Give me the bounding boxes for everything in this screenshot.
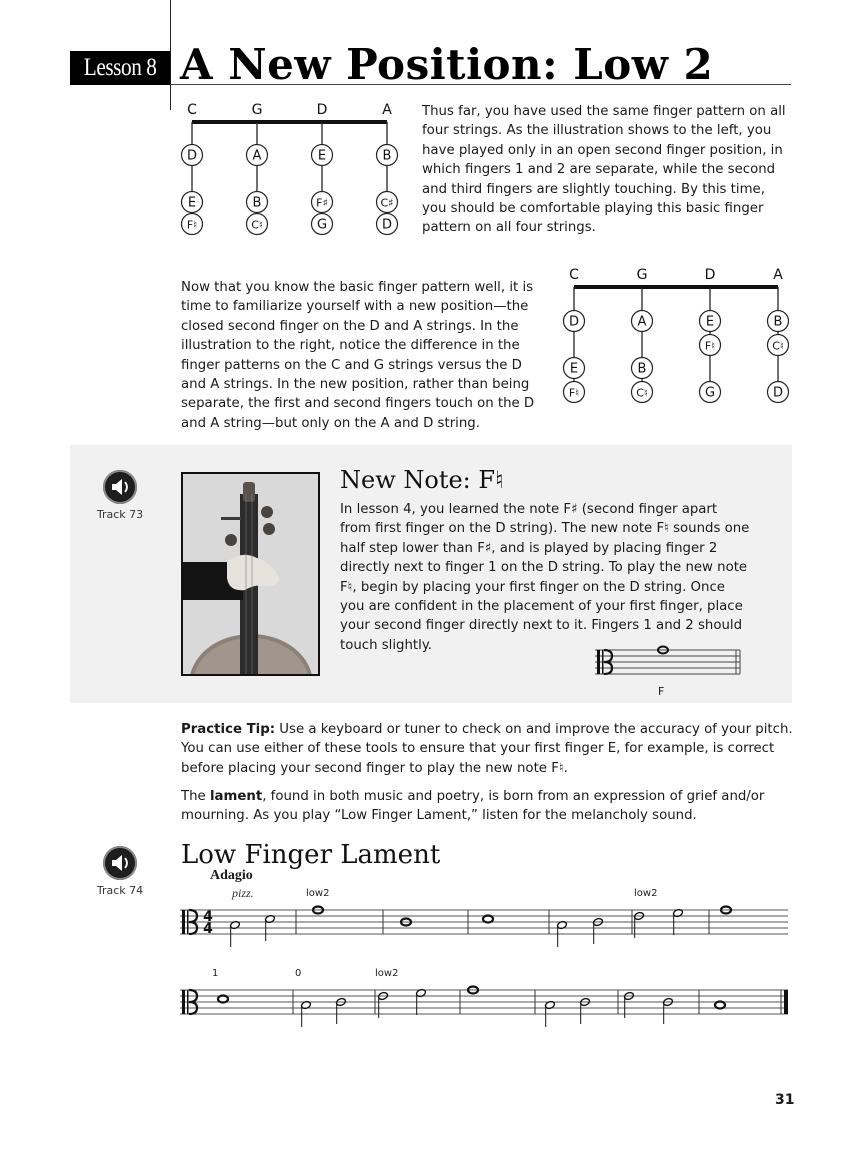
lament-term: lament xyxy=(209,789,263,804)
finger-note-label: C♮ xyxy=(636,386,648,400)
finger-diagram-closed xyxy=(558,265,798,410)
lament-text-after: , found in both music and poetry, is born from an expression of grief and/or mourning. As you play “Low Finger Lament,” listen for the melancholy sound. xyxy=(181,789,765,824)
finger-note-label: C♮ xyxy=(772,339,784,353)
staff-note-label: F xyxy=(658,685,665,698)
tempo-marking: Adagio xyxy=(210,868,253,883)
string-label: C xyxy=(187,102,197,118)
finger-diagram-open xyxy=(178,100,408,240)
finger-note-label: F♮ xyxy=(568,386,580,400)
alto-clef-icon xyxy=(182,910,197,934)
finger-note-label: F♮ xyxy=(186,218,198,232)
finger-note-label: A xyxy=(252,148,262,164)
time-signature-digit: 4 xyxy=(203,909,213,925)
string-label: A xyxy=(773,267,783,283)
lament-text-before: The xyxy=(181,789,210,804)
finger-note-label: C♮ xyxy=(251,218,263,232)
finger-note-label: E xyxy=(187,195,197,211)
finger-note-label: B xyxy=(382,148,392,164)
finger-note-label: D xyxy=(186,148,198,164)
speaker-icon xyxy=(103,470,137,504)
finger-note-label: D xyxy=(381,217,393,233)
fingering-marking: 1 xyxy=(212,968,219,979)
piece-title: Low Finger Lament xyxy=(181,840,441,870)
track-74-button[interactable] xyxy=(85,846,155,897)
practice-tip-text: Use a keyboard or tuner to check on and improve the accuracy of your pitch. You can use either of these tools to ensure that your first finger E, for example, is correct before placing your second finger to play the new note F♮. xyxy=(181,722,793,776)
track-73-button[interactable] xyxy=(85,470,155,521)
finger-note-label: D xyxy=(568,314,580,330)
new-note-text: In lesson 4, you learned the note F♯ (second finger apart from first finger on the D string). The new note F♮ sounds one half step lower than F♯, and is played by placing finger 2 directly next to finger 1 on the D string. To play the new note F♮, begin by placing your first finger on the D string. Once you are confident in the placement of your first finger, place your second finger directly next to it. Fingers 1 and 2 should touch slightly. xyxy=(340,502,750,653)
fingering-marking: low2 xyxy=(306,888,330,899)
staff-row-1 xyxy=(178,900,798,950)
whole-note xyxy=(218,996,228,1003)
finger-note-label: D xyxy=(772,385,784,401)
closed-position-paragraph: Now that you know the basic finger pattern well, it is time to familiarize yourself with a new position—the closed second finger on the D and A strings. In the illustration to the right, notice the difference in the finger patterns on the C and G strings versus the D and A strings. In the new position, rather than being separate, the first and second fingers touch on the D and A string—but only on the A and D string. xyxy=(181,280,535,431)
finger-note-label: B xyxy=(773,314,783,330)
fingering-marking: low2 xyxy=(634,888,658,899)
finger-note-label: B xyxy=(637,361,647,377)
finger-note-label: E xyxy=(705,314,715,330)
finger-note-label: C♯ xyxy=(380,196,394,210)
fingering-marking: 0 xyxy=(295,968,302,979)
string-label: D xyxy=(316,102,328,118)
string-label: C xyxy=(569,267,579,283)
string-label: G xyxy=(636,267,648,283)
track-label: Track 73 xyxy=(96,508,144,521)
nut-bar xyxy=(192,120,387,124)
nut-bar xyxy=(574,285,778,289)
finger-note-label: F♯ xyxy=(316,196,328,210)
finger-note-label: G xyxy=(704,385,716,401)
speaker-icon xyxy=(103,846,137,880)
practice-tip xyxy=(181,720,793,778)
finger-note-label: E xyxy=(317,148,327,164)
finger-note-label: F♮ xyxy=(704,339,716,353)
lesson-tab: Lesson 8 xyxy=(70,51,170,85)
staff-row-2 xyxy=(178,980,798,1030)
string-label: G xyxy=(251,102,263,118)
whole-note xyxy=(715,1002,725,1009)
finger-note-label: E xyxy=(569,361,579,377)
page-number: 31 xyxy=(775,1092,795,1108)
string-label: A xyxy=(382,102,392,118)
fingering-marking: low2 xyxy=(375,968,399,979)
new-note-staff xyxy=(590,640,750,700)
alto-clef-icon xyxy=(597,650,612,674)
finger-note-label: B xyxy=(252,195,262,211)
cello-photo xyxy=(181,472,320,676)
alto-clef-icon xyxy=(182,990,197,1014)
intro-paragraph: Thus far, you have used the same finger pattern on all four strings. As the illustration shows to the left, you have played only in an open second finger position, in which fingers 1 and 2 are separate, while the second and third fingers are slightly touching. By this time, you should be comfortable playing this basic finger pattern on all four strings. xyxy=(422,104,786,236)
finger-note-label: A xyxy=(637,314,647,330)
practice-tip-label: Practice Tip: xyxy=(181,722,276,737)
lament-paragraph xyxy=(181,787,793,826)
articulation-marking: pizz. xyxy=(232,886,254,900)
new-note-heading: New Note: F♮ xyxy=(340,466,504,494)
page-title: A New Position: Low 2 xyxy=(180,40,714,89)
finger-note-label: G xyxy=(316,217,328,233)
track-label: Track 74 xyxy=(96,884,144,897)
string-label: D xyxy=(704,267,716,283)
final-barline-thick xyxy=(784,990,788,1014)
whole-note xyxy=(483,916,493,923)
time-signature-digit: 4 xyxy=(203,921,213,937)
